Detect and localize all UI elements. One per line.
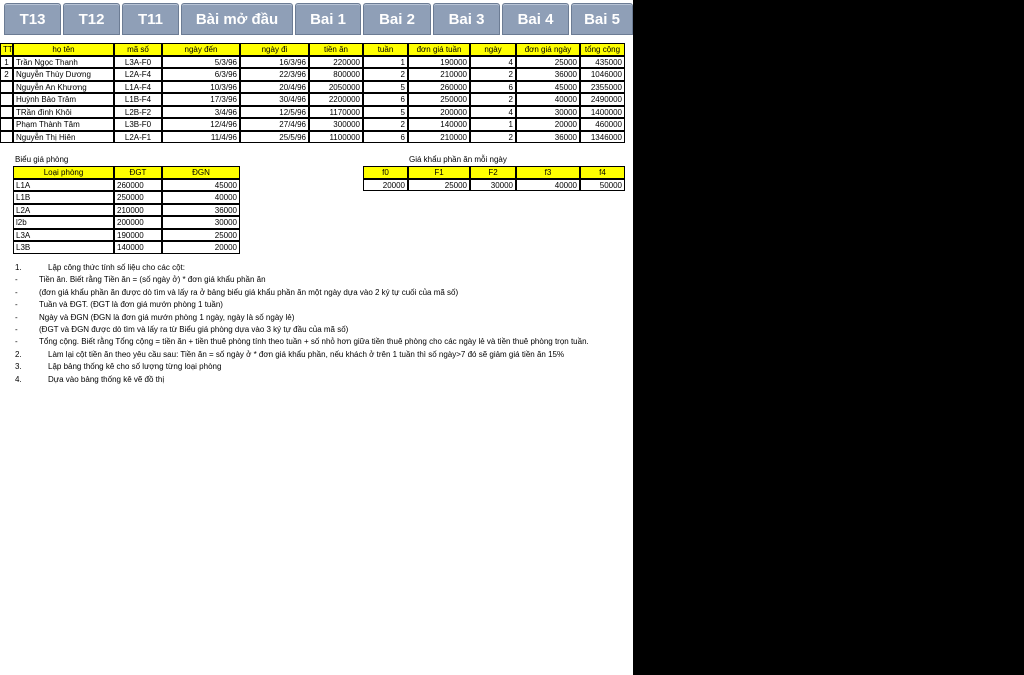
table-cell[interactable]: 30/4/96	[240, 93, 309, 106]
table-cell[interactable]: 300000	[309, 118, 363, 131]
table-cell[interactable]: Huỳnh Bảo Trâm	[13, 93, 114, 106]
header-cell[interactable]: họ tên	[13, 43, 114, 56]
table-cell[interactable]: 140000	[408, 118, 470, 131]
table-cell[interactable]: 6/3/96	[162, 68, 240, 81]
meal-price-title[interactable]: Giá khẩu phần ăn mỗi ngày	[409, 155, 507, 164]
table-cell[interactable]: 1	[470, 118, 516, 131]
table-row	[0, 56, 633, 69]
table-cell[interactable]: 30000	[516, 106, 580, 119]
room-type-header[interactable]: Loại phòng	[13, 166, 114, 179]
note-marker: 2.	[15, 349, 22, 359]
header-cell[interactable]: ngày	[470, 43, 516, 56]
table-cell[interactable]: 6	[363, 131, 408, 144]
table-cell[interactable]: Nguyễn Thị Hiên	[13, 131, 114, 144]
main-table-header	[0, 43, 633, 56]
header-cell[interactable]: đơn giá ngày	[516, 43, 580, 56]
table-cell[interactable]: 260000	[408, 81, 470, 94]
table-row	[0, 131, 633, 144]
note-marker: -	[15, 325, 18, 334]
tab-bai-mo-dau[interactable]: Bài mở đầu	[181, 3, 293, 35]
table-cell[interactable]: 2355000	[580, 81, 625, 94]
room-price-cell[interactable]: 40000	[162, 191, 240, 204]
table-cell[interactable]: L2A-F4	[114, 68, 162, 81]
room-price-row	[0, 241, 633, 254]
table-cell[interactable]: Trần Ngọc Thanh	[13, 56, 114, 69]
note-marker: -	[15, 312, 18, 322]
table-cell[interactable]: 435000	[580, 56, 625, 69]
table-cell[interactable]: 27/4/96	[240, 118, 309, 131]
table-cell[interactable]	[0, 118, 13, 131]
table-cell[interactable]: 1100000	[309, 131, 363, 144]
table-cell[interactable]: 11/4/96	[162, 131, 240, 144]
table-cell[interactable]: 1046000	[580, 68, 625, 81]
header-cell[interactable]: ngày đến	[162, 43, 240, 56]
table-cell[interactable]: Phạm Thành Tâm	[13, 118, 114, 131]
note-text[interactable]: Lập bảng thống kê cho số lượng từng loại phòng	[48, 362, 222, 372]
note-text[interactable]: Ngày và ĐGN (ĐGN là đơn giá mướn phòng 1 ngày, ngày là số ngày lẻ)	[39, 312, 295, 322]
tab-bai-2[interactable]: Bai 2	[363, 3, 431, 35]
note-text[interactable]: Làm lại cột tiền ăn theo yêu cầu sau: Tiền ăn = số ngày ở * đơn giá khẩu phần, nếu khách ở trên 1 tuần thì số ngày>7 đó sẽ giảm giá tiền ăn 15%	[48, 349, 565, 359]
table-cell[interactable]: 36000	[516, 68, 580, 81]
note-marker: 4.	[15, 374, 22, 384]
room-price-cell[interactable]: 140000	[114, 241, 162, 254]
room-price-cell[interactable]: 200000	[114, 216, 162, 229]
table-cell[interactable]: 25/5/96	[240, 131, 309, 144]
table-cell[interactable]: 17/3/96	[162, 93, 240, 106]
tab-t13[interactable]: T13	[4, 3, 61, 35]
table-cell[interactable]	[0, 131, 13, 144]
table-cell[interactable]: TRần đình Khôi	[13, 106, 114, 119]
table-cell[interactable]: 12/5/96	[240, 106, 309, 119]
table-cell[interactable]: 1	[363, 56, 408, 69]
table-cell[interactable]: 2050000	[309, 81, 363, 94]
table-cell[interactable]: 45000	[516, 81, 580, 94]
table-cell[interactable]: 1400000	[580, 106, 625, 119]
table-cell[interactable]: 6	[470, 81, 516, 94]
note-marker: -	[15, 287, 18, 297]
table-row	[0, 81, 633, 94]
tab-bai-3[interactable]: Bai 3	[433, 3, 500, 35]
note-text[interactable]: (ĐGT và ĐGN được dò tìm và lấy ra từ Biểu giá phòng dựa vào 3 ký tự đầu của mã số)	[39, 325, 349, 334]
room-price-cell[interactable]: L3A	[13, 229, 114, 242]
table-cell[interactable]: 3/4/96	[162, 106, 240, 119]
room-price-cell[interactable]: l2b	[13, 216, 114, 229]
table-cell[interactable]: 2	[363, 68, 408, 81]
note-text[interactable]: Tiền ăn. Biết rằng Tiền ăn = (số ngày ở) * đơn giá khẩu phần ăn	[39, 275, 266, 285]
table-cell[interactable]: 5/3/96	[162, 56, 240, 69]
dgt-header[interactable]: ĐGT	[114, 166, 162, 179]
table-cell[interactable]: 460000	[580, 118, 625, 131]
header-cell[interactable]: đơn giá tuần	[408, 43, 470, 56]
table-cell[interactable]: 2200000	[309, 93, 363, 106]
table-cell[interactable]: 40000	[516, 93, 580, 106]
table-cell[interactable]: 2	[363, 118, 408, 131]
room-price-cell[interactable]: 36000	[162, 204, 240, 217]
room-price-cell[interactable]: 20000	[162, 241, 240, 254]
cell-grid	[0, 41, 633, 391]
note-marker: 1.	[15, 263, 22, 272]
table-cell[interactable]: 200000	[408, 106, 470, 119]
table-cell[interactable]: L1B-F4	[114, 93, 162, 106]
meal-value-f0[interactable]: 20000	[363, 179, 408, 192]
meal-header-f2[interactable]: F2	[470, 166, 516, 179]
note-marker: 3.	[15, 362, 22, 372]
room-price-cell[interactable]: 25000	[162, 229, 240, 242]
price-header-row	[0, 166, 633, 179]
header-cell[interactable]: TT	[0, 43, 13, 56]
meal-value-row	[0, 179, 633, 192]
table-cell[interactable]: 20000	[516, 118, 580, 131]
note-text[interactable]: Tổng cộng. Biết rằng Tổng cộng = tiền ăn + tiền thuê phòng tính theo tuần + số nhỏ hơn giữa tiền thuê phòng cho các ngày lẻ và tiền thuê phòng trọn tuần.	[39, 337, 589, 347]
room-price-cell[interactable]: 210000	[114, 204, 162, 217]
table-cell[interactable]: 4	[470, 106, 516, 119]
table-cell[interactable]: Nguyễn Thùy Dương	[13, 68, 114, 81]
room-price-cell[interactable]: 260000	[114, 179, 162, 192]
tab-bai-1[interactable]: Bai 1	[295, 3, 361, 35]
table-row	[0, 106, 633, 119]
note-text[interactable]: Tuần và ĐGT. (ĐGT là đơn giá mướn phòng 1 tuần)	[39, 300, 223, 310]
table-cell[interactable]: L3A-F0	[114, 56, 162, 69]
table-cell[interactable]: 25000	[516, 56, 580, 69]
table-cell[interactable]: 5	[363, 106, 408, 119]
table-cell[interactable]: L2A-F1	[114, 131, 162, 144]
table-cell[interactable]: 220000	[309, 56, 363, 69]
meal-value-f1[interactable]: 25000	[408, 179, 470, 192]
table-cell[interactable]: 36000	[516, 131, 580, 144]
table-cell[interactable]: 6	[363, 93, 408, 106]
room-price-row	[0, 191, 633, 204]
tab-bai-5[interactable]: Bai 5	[571, 3, 633, 35]
header-cell[interactable]: tuần	[363, 43, 408, 56]
table-cell[interactable]: 210000	[408, 131, 470, 144]
meal-header-f4[interactable]: f4	[580, 166, 625, 179]
table-cell[interactable]	[0, 93, 13, 106]
note-text[interactable]: Lập công thức tính số liệu cho các cột:	[48, 263, 185, 272]
table-cell[interactable]	[0, 106, 13, 119]
dgn-header[interactable]: ĐGN	[162, 166, 240, 179]
tab-t11[interactable]: T11	[122, 3, 179, 35]
tab-t12[interactable]: T12	[63, 3, 120, 35]
table-cell[interactable]: 12/4/96	[162, 118, 240, 131]
meal-header-f3[interactable]: f3	[516, 166, 580, 179]
table-cell[interactable]: L2B-F2	[114, 106, 162, 119]
room-price-title[interactable]: Biểu giá phòng	[15, 155, 69, 164]
meal-value-f2[interactable]: 30000	[470, 179, 516, 192]
table-cell[interactable]: 10/3/96	[162, 81, 240, 94]
table-cell[interactable]: 1	[0, 56, 13, 69]
table-cell[interactable]: Nguyễn An Khương	[13, 81, 114, 94]
table-cell[interactable]: 190000	[408, 56, 470, 69]
table-cell[interactable]: 800000	[309, 68, 363, 81]
table-cell[interactable]: 2490000	[580, 93, 625, 106]
room-price-row	[0, 229, 633, 242]
table-cell[interactable]: 22/3/96	[240, 68, 309, 81]
table-cell[interactable]: 4	[470, 56, 516, 69]
header-cell[interactable]: tổng cộng	[580, 43, 625, 56]
table-cell[interactable]: 5	[363, 81, 408, 94]
meal-header-f1[interactable]: F1	[408, 166, 470, 179]
room-price-cell[interactable]: 45000	[162, 179, 240, 192]
room-price-cell[interactable]: 30000	[162, 216, 240, 229]
room-price-row	[0, 216, 633, 229]
room-price-cell[interactable]: L3B	[13, 241, 114, 254]
room-price-cell[interactable]: 250000	[114, 191, 162, 204]
table-cell[interactable]: 2	[470, 68, 516, 81]
meal-value-f3[interactable]: 40000	[516, 179, 580, 192]
table-cell[interactable]: L1A-F4	[114, 81, 162, 94]
note-text[interactable]: Dựa vào bảng thống kê vẽ đồ thị	[48, 374, 165, 384]
header-cell[interactable]: tiền ăn	[309, 43, 363, 56]
table-cell[interactable]	[0, 81, 13, 94]
table-cell[interactable]: 16/3/96	[240, 56, 309, 69]
table-cell[interactable]: 1170000	[309, 106, 363, 119]
table-cell[interactable]: 2	[470, 93, 516, 106]
note-text[interactable]: (đơn giá khẩu phần ăn được dò tìm và lấy ra ở bảng biểu giá khẩu phần ăn một ngày dựa vào 2 ký tự cuối của mã số)	[39, 287, 459, 297]
note-marker: -	[15, 275, 18, 285]
room-price-cell[interactable]: L2A	[13, 204, 114, 217]
room-price-cell[interactable]: 190000	[114, 229, 162, 242]
table-cell[interactable]: 2	[470, 131, 516, 144]
room-price-cell[interactable]: L1A	[13, 179, 114, 192]
table-row	[0, 93, 633, 106]
table-cell[interactable]: 250000	[408, 93, 470, 106]
table-cell[interactable]: 1346000	[580, 131, 625, 144]
meal-value-f4[interactable]: 50000	[580, 179, 625, 192]
table-cell[interactable]: 210000	[408, 68, 470, 81]
note-marker: -	[15, 300, 18, 310]
meal-header-f0[interactable]: f0	[363, 166, 408, 179]
room-price-row	[0, 204, 633, 217]
room-price-cell[interactable]: L1B	[13, 191, 114, 204]
header-cell[interactable]: mã số	[114, 43, 162, 56]
tab-bai-4[interactable]: Bai 4	[502, 3, 569, 35]
sheet-tab-bar	[0, 0, 633, 37]
table-cell[interactable]: L3B-F0	[114, 118, 162, 131]
table-row	[0, 118, 633, 131]
note-marker: -	[15, 337, 18, 347]
table-row	[0, 68, 633, 81]
table-cell[interactable]: 20/4/96	[240, 81, 309, 94]
header-cell[interactable]: ngày đi	[240, 43, 309, 56]
table-cell[interactable]: 2	[0, 68, 13, 81]
